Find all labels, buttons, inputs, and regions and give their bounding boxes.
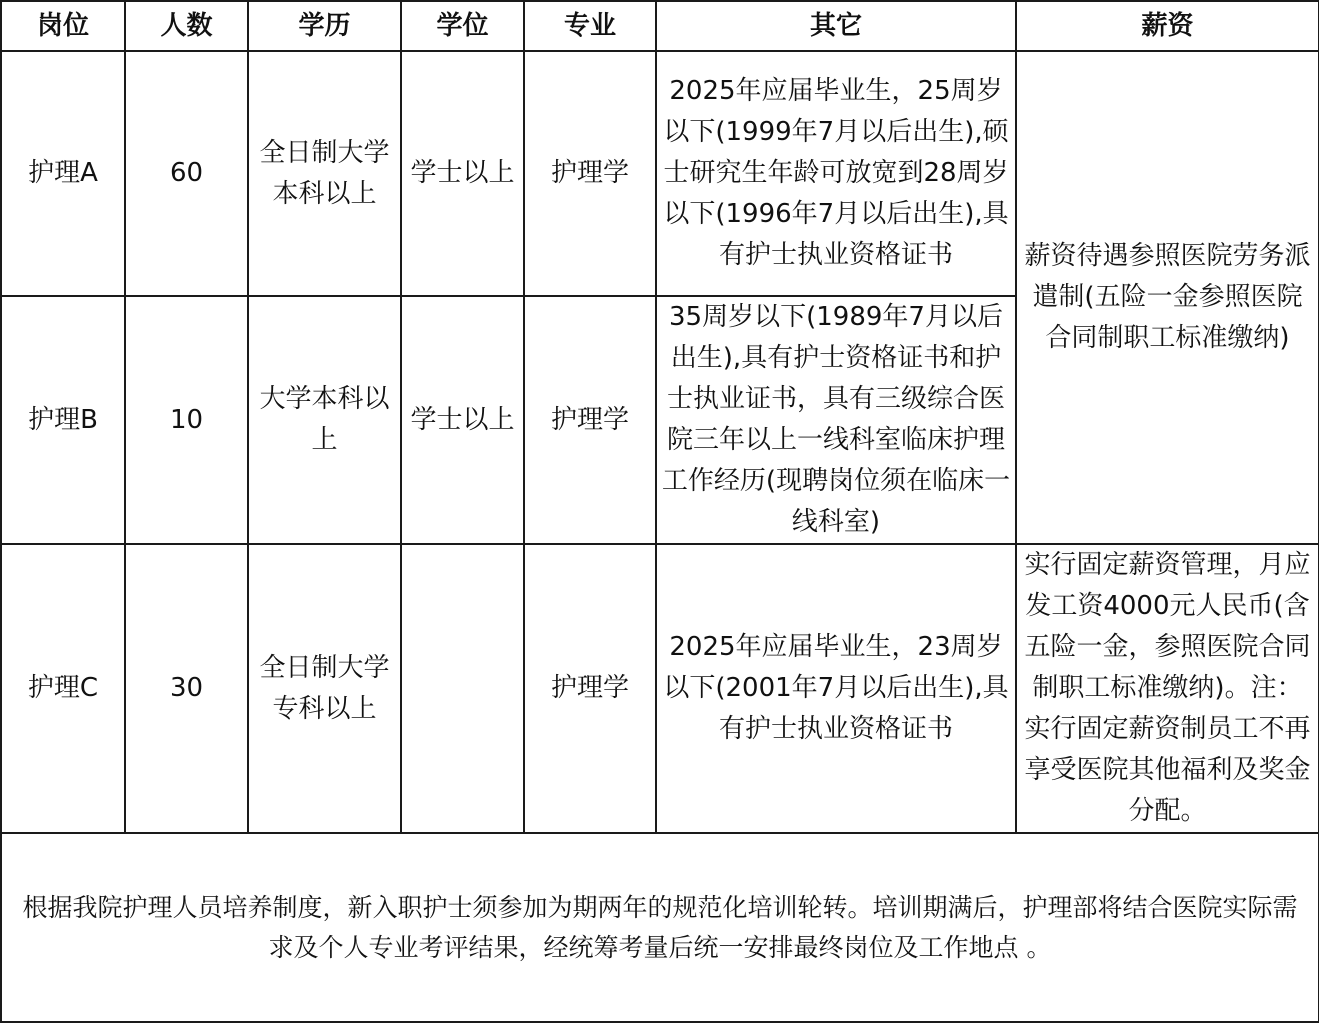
education-cell: 大学本科以上 [248,296,401,544]
count-cell: 60 [125,51,248,296]
header-row [1,1,1319,51]
header-count: 人数 [125,1,248,51]
table-row [1,544,1319,833]
position-cell: 护理A [1,51,125,296]
header-position: 岗位 [1,1,125,51]
header-degree: 学位 [401,1,524,51]
training-note: 根据我院护理人员培养制度，新入职护士须参加为期两年的规范化培训轮转。培训期满后，护理部将结合医院实际需求及个人专业考评结果，经统筹考量后统一安排最终岗位及工作地点 。 [1,833,1319,1022]
position-cell: 护理C [1,544,125,833]
position-cell: 护理B [1,296,125,544]
count-cell: 30 [125,544,248,833]
other-cell: 2025年应届毕业生，25周岁以下(1999年7月以后出生),硕士研究生年龄可放宽到28周岁以下(1996年7月以后出生),具有护士执业资格证书 [656,51,1016,296]
header-major: 专业 [524,1,656,51]
note-row [1,833,1319,1022]
count-cell: 10 [125,296,248,544]
major-cell: 护理学 [524,296,656,544]
other-cell: 35周岁以下(1989年7月以后出生),具有护士资格证书和护士执业证书，具有三级综合医院三年以上一线科室临床护理工作经历(现聘岗位须在临床一线科室) [656,296,1016,544]
salary-cell-c: 实行固定薪资管理，月应发工资4000元人民币(含五险一金，参照医院合同制职工标准缴纳)。注：实行固定薪资制员工不再享受医院其他福利及奖金分配。 [1016,544,1319,833]
table-row [1,51,1319,296]
other-cell: 2025年应届毕业生，23周岁以下(2001年7月以后出生),具有护士执业资格证书 [656,544,1016,833]
header-education: 学历 [248,1,401,51]
education-cell: 全日制大学专科以上 [248,544,401,833]
salary-cell-ab: 薪资待遇参照医院劳务派遣制(五险一金参照医院合同制职工标准缴纳) [1016,51,1319,544]
degree-cell: 学士以上 [401,296,524,544]
major-cell: 护理学 [524,51,656,296]
degree-cell: 学士以上 [401,51,524,296]
education-cell: 全日制大学本科以上 [248,51,401,296]
header-other: 其它 [656,1,1016,51]
degree-cell [401,544,524,833]
header-salary: 薪资 [1016,1,1319,51]
major-cell: 护理学 [524,544,656,833]
